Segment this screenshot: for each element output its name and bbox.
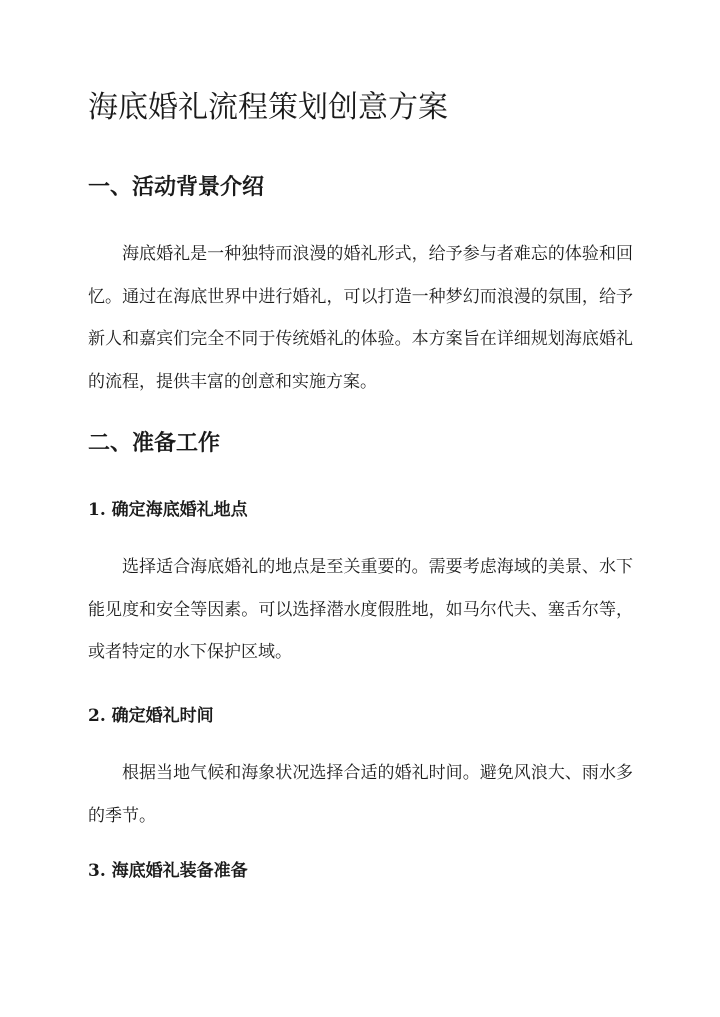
- page-title: 海底婚礼流程策划创意方案: [88, 90, 448, 125]
- section-heading-background: 一、活动背景介绍: [88, 174, 265, 200]
- subsection-heading-location: 1. 确定海底婚礼地点: [88, 500, 248, 520]
- section-heading-preparation: 二、准备工作: [88, 430, 221, 456]
- subsection-heading-equipment: 3. 海底婚礼装备准备: [88, 861, 248, 881]
- subsection-heading-time: 2. 确定婚礼时间: [88, 706, 214, 726]
- section-paragraph-background: 海底婚礼是一种独特而浪漫的婚礼形式，给予参与者难忘的体验和回忆。通过在海底世界中进行婚礼，可以打造一种梦幻而浪漫的氛围，给予新人和嘉宾们完全不同于传统婚礼的体验。本方案旨在详细规划海底婚礼的流程，提供丰富的创意和实施方案。: [88, 244, 633, 392]
- subsection-paragraph-time: 根据当地气候和海象状况选择合适的婚礼时间。避免风浪大、雨水多的季节。: [88, 763, 633, 826]
- subsection-paragraph-location: 选择适合海底婚礼的地点是至关重要的。需要考虑海域的美景、水下能见度和安全等因素。可以选择潜水度假胜地，如马尔代夫、塞舌尔等，或者特定的水下保护区域。: [88, 557, 633, 662]
